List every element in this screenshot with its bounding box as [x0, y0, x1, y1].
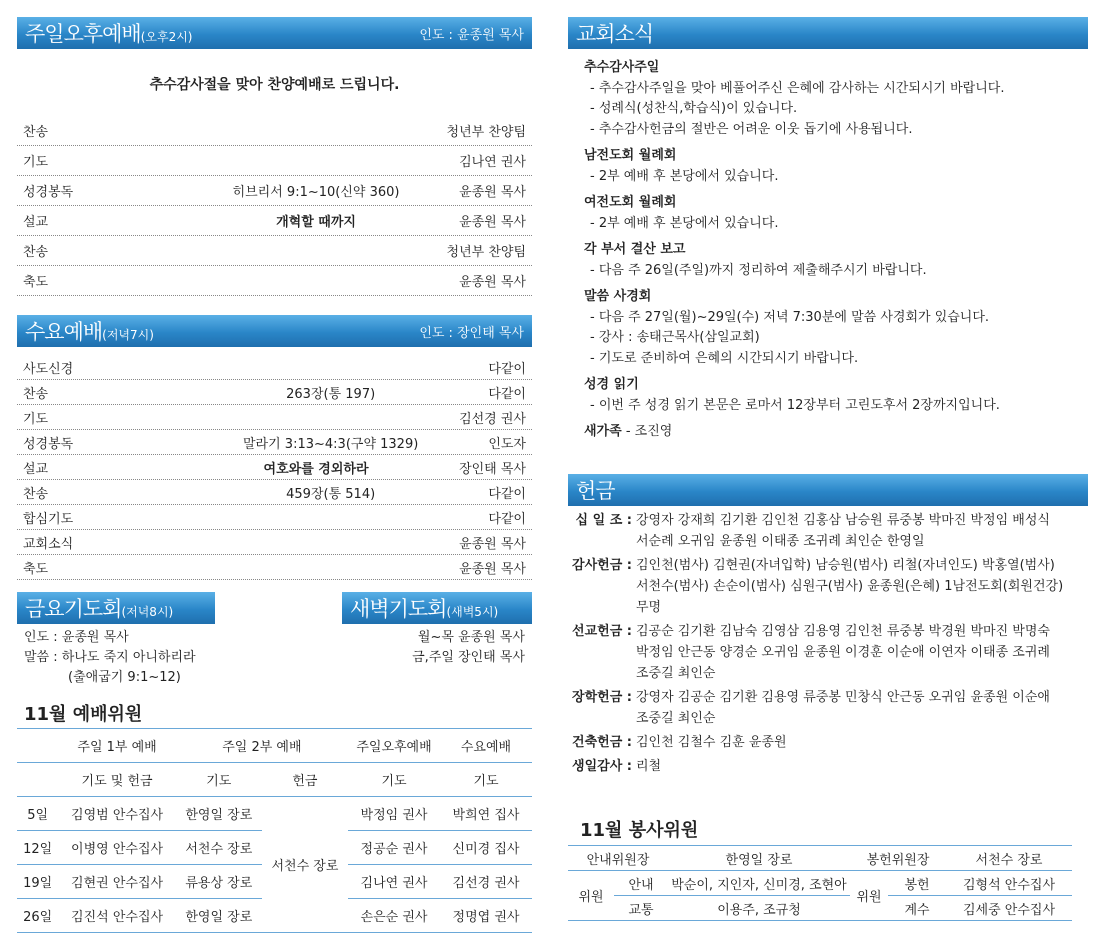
staff-cell: 정공순 권사	[360, 842, 428, 857]
order-row	[17, 176, 532, 206]
order-item: 기도	[23, 411, 49, 427]
order-row	[17, 555, 532, 580]
order-item: 찬송	[23, 386, 49, 402]
offering-list	[568, 510, 1088, 777]
staff-cell: 손은순 권사	[360, 910, 428, 925]
news-item: - 다음 주 26일(주일)까지 정리하여 제출해주시기 바랍니다.	[590, 262, 927, 278]
order-person: 윤종원 목사	[459, 536, 526, 552]
duty-label: 교통	[628, 902, 654, 918]
wednesday-leader: 인도 : 장인태 목사	[419, 325, 524, 341]
order-row	[17, 355, 532, 380]
offering-type: 생일감사 :	[572, 759, 632, 774]
offering-names: 리철	[636, 759, 662, 774]
news-section	[584, 287, 1084, 369]
newcomer	[584, 422, 1084, 443]
news-item: - 2부 예배 후 본당에서 있습니다.	[590, 168, 779, 184]
order-person: 윤종원 목사	[459, 215, 526, 230]
staff-cell: 서천수 장로	[185, 842, 253, 857]
offering-group	[568, 732, 1088, 753]
duty-label: 봉헌	[904, 877, 930, 893]
dawn-header	[342, 592, 532, 624]
offering-names: 조중길 최인순	[636, 711, 716, 726]
news-item: - 이번 주 성경 읽기 본문은 로마서 12장부터 고린도후서 2장까지입니다.	[590, 397, 1000, 413]
news-heading: 남전도회 월례회	[584, 148, 677, 163]
duty-label: 계수	[904, 902, 930, 918]
service-staff-table	[568, 845, 1072, 921]
offering-names: 무명	[636, 600, 662, 615]
staff-cell: 한영일 장로	[185, 910, 253, 925]
offering-names: 서천수(범사) 손순이(범사) 심원구(범사) 윤종원(은혜) 1남전도회(회원건강)	[636, 579, 1064, 594]
offering-type: 건축헌금 :	[572, 735, 632, 750]
order-item: 축도	[23, 275, 49, 290]
news-heading: 각 부서 결산 보고	[584, 242, 686, 257]
offering-group	[568, 687, 1088, 729]
newcomer-label: 새가족	[584, 424, 622, 439]
table-header: 기도	[381, 774, 407, 789]
order-item: 찬송	[23, 486, 49, 502]
order-item: 축도	[23, 561, 49, 577]
friday-sermon: 말씀 : 하나도 죽지 아니하리라	[24, 650, 196, 665]
offering-type: 십 일 조 :	[575, 513, 632, 528]
offertory-chief: 서천수 장로	[975, 852, 1043, 868]
worship-staff-title: 11월 예배위원	[24, 704, 143, 725]
duty-staff: 김형석 안수집사	[962, 877, 1056, 893]
offering-group	[568, 555, 1088, 618]
order-row	[17, 405, 532, 430]
table-header: 기도	[206, 774, 232, 789]
order-person: 장인태 목사	[459, 461, 526, 477]
staff-cell: 김현권 안수집사	[71, 876, 164, 891]
order-row	[17, 480, 532, 505]
dawn-time: (새벽5시)	[446, 605, 499, 619]
order-item: 설교	[23, 461, 49, 477]
staff-cell: 김나연 권사	[360, 876, 428, 891]
order-person: 다같이	[488, 361, 526, 377]
dawn-title: 새벽기도회	[350, 597, 447, 621]
sunday-pm-intro: 추수감사절을 맞아 찬양예배로 드립니다.	[149, 77, 400, 93]
order-detail: 히브리서 9:1~10(신약 360)	[232, 185, 400, 200]
offering-type: 장학헌금 :	[572, 690, 632, 705]
offering-names: 박정임 안근동 양경순 오귀임 윤종원 이경훈 이순애 이연자 이태종 조귀례	[636, 645, 1050, 660]
table-header: 헌금	[292, 774, 318, 789]
news-section	[584, 193, 1084, 234]
duty-staff: 박순이, 지인자, 신미경, 조현아	[671, 877, 847, 893]
wednesday-time: (저녁7시)	[102, 328, 154, 342]
staff-cell: 정명엽 권사	[452, 910, 520, 925]
news-item: - 다음 주 27일(월)~29일(수) 저녁 7:30분에 말씀 사경회가 있습니다.	[590, 309, 990, 325]
order-person: 다같이	[488, 386, 526, 402]
staff-cell: 한영일 장로	[185, 808, 253, 823]
news-section	[584, 146, 1084, 187]
order-person: 다같이	[488, 486, 526, 502]
offering-names: 강영자 김공순 김기환 김용영 류중봉 민창식 안근동 오귀임 윤종원 이순애	[636, 690, 1050, 705]
order-item: 합심기도	[23, 511, 74, 527]
table-header: 기도	[473, 774, 499, 789]
usher-chief: 한영일 장로	[725, 852, 793, 868]
friday-title: 금요기도회	[25, 597, 122, 621]
news-section	[584, 240, 1084, 281]
usher-chief-label: 안내위원장	[586, 852, 650, 868]
order-row	[17, 146, 532, 176]
sermon-title: 개혁할 때까지	[276, 215, 356, 230]
order-row	[17, 505, 532, 530]
order-item: 찬송	[23, 125, 49, 140]
offering-type: 선교헌금 :	[572, 624, 632, 639]
news-header	[568, 17, 1088, 49]
news-item: - 추수감사헌금의 절반은 어려운 이웃 돕기에 사용됩니다.	[590, 121, 913, 137]
offering-names: 조중길 최인순	[636, 666, 716, 681]
staff-cell: 김진석 안수집사	[71, 910, 164, 925]
order-row	[17, 530, 532, 555]
order-row	[17, 206, 532, 236]
member-label: 위원	[850, 871, 888, 921]
order-row	[17, 430, 532, 455]
order-item: 교회소식	[23, 536, 74, 552]
friday-info	[24, 628, 196, 688]
service-staff-title: 11월 봉사위원	[580, 820, 699, 841]
order-item: 기도	[23, 155, 49, 170]
staff-cell: 김선경 권사	[452, 876, 520, 891]
week-date: 5일	[27, 808, 49, 823]
offering-names: 김인천 김철수 김훈 윤종원	[636, 735, 787, 750]
friday-leader: 인도 : 윤종원 목사	[24, 630, 129, 645]
order-item: 성경봉독	[23, 436, 74, 452]
order-person: 윤종원 목사	[459, 275, 526, 290]
staff-cell: 박희연 집사	[452, 808, 520, 823]
order-person: 다같이	[488, 511, 526, 527]
table-header: 기도 및 헌금	[81, 774, 153, 789]
offering-names: 김인천(범사) 김현권(자녀입학) 남승원(범사) 리철(자녀인도) 박홍열(범사)	[636, 558, 1055, 573]
offering-staff: 서천수 장로	[262, 797, 348, 933]
staff-cell: 박정임 권사	[360, 808, 428, 823]
sunday-pm-leader: 인도 : 윤종원 목사	[419, 27, 524, 43]
news-heading: 추수감사주일	[584, 60, 660, 75]
staff-cell: 이병영 안수집사	[71, 842, 164, 857]
offering-group	[568, 510, 1088, 552]
staff-cell: 류용상 장로	[185, 876, 253, 891]
sunday-pm-time: (오후2시)	[140, 30, 193, 44]
order-person: 김선경 권사	[459, 411, 526, 427]
news-body	[584, 58, 1084, 443]
order-detail: 263장(통 197)	[286, 386, 376, 402]
order-row	[17, 116, 532, 146]
wednesday-order	[17, 355, 532, 580]
offering-type: 감사헌금 :	[572, 558, 632, 573]
order-row	[17, 266, 532, 296]
sunday-pm-header	[17, 17, 532, 49]
news-heading: 여전도회 월례회	[584, 195, 677, 210]
offertory-chief-label: 봉헌위원장	[866, 852, 930, 868]
duty-staff: 김세중 안수집사	[962, 902, 1056, 918]
worship-staff-table	[17, 728, 532, 933]
news-heading: 성경 읽기	[584, 377, 639, 392]
news-item: - 2부 예배 후 본당에서 있습니다.	[590, 215, 779, 231]
order-item: 성경봉독	[23, 185, 74, 200]
news-heading: 말씀 사경회	[584, 289, 652, 304]
order-person: 청년부 찬양팀	[446, 245, 526, 260]
order-detail: 459장(통 514)	[286, 486, 376, 502]
offering-group	[568, 621, 1088, 684]
member-label: 위원	[568, 871, 614, 921]
offering-header	[568, 474, 1088, 506]
order-row	[17, 236, 532, 266]
duty-label: 안내	[628, 877, 654, 893]
order-detail: 말라기 3:13~4:3(구약 1329)	[243, 436, 419, 452]
table-header: 수요예배	[460, 740, 512, 755]
order-item: 찬송	[23, 245, 49, 260]
offering-group	[568, 756, 1088, 777]
table-header: 주일오후예배	[356, 740, 432, 755]
order-person: 인도자	[488, 436, 526, 452]
offering-names: 서순례 오귀임 윤종원 이태종 조귀례 최인순 한영일	[636, 534, 925, 549]
wednesday-header	[17, 315, 532, 347]
news-item: - 성례식(성찬식,학습식)이 있습니다.	[590, 101, 798, 116]
dawn-leader-weekend: 금,주일 장인태 목사	[412, 650, 525, 665]
order-row	[17, 380, 532, 405]
news-title: 교회소식	[576, 22, 654, 46]
news-item: - 기도로 준비하여 은혜의 시간되시기 바랍니다.	[590, 350, 859, 366]
order-row	[17, 455, 532, 480]
order-person: 윤종원 목사	[459, 185, 526, 200]
sunday-pm-order	[17, 116, 532, 296]
news-item: - 추수감사주일을 맞아 베풀어주신 은혜에 감사하는 시간되시기 바랍니다.	[590, 80, 1005, 96]
order-item: 사도신경	[23, 361, 74, 377]
sermon-title: 여호와를 경외하라	[263, 461, 369, 477]
week-date: 26일	[23, 910, 53, 925]
friday-time: (저녁8시)	[121, 605, 174, 619]
news-section	[584, 375, 1084, 416]
offering-names: 김공순 김기환 김남숙 김영삼 김용영 김인천 류중봉 박경원 박마진 박명숙	[636, 624, 1050, 639]
duty-staff: 이용주, 조규청	[717, 902, 801, 918]
staff-cell: 김영범 안수집사	[71, 808, 164, 823]
offering-title: 헌금	[576, 479, 615, 503]
order-person: 청년부 찬양팀	[446, 125, 526, 140]
sunday-pm-title: 주일오후예배	[25, 22, 141, 46]
week-date: 19일	[23, 876, 53, 891]
order-item: 설교	[23, 215, 49, 230]
dawn-leader-weekday: 월~목 윤종원 목사	[417, 630, 525, 645]
dawn-info	[380, 628, 525, 668]
news-section	[584, 58, 1084, 140]
newcomer-name: - 조진영	[621, 424, 673, 439]
friday-header	[17, 592, 215, 624]
week-date: 12일	[23, 842, 53, 857]
friday-scripture: (출애굽기 9:1~12)	[68, 670, 181, 685]
wednesday-title: 수요예배	[25, 320, 103, 344]
order-person: 김나연 권사	[459, 155, 526, 170]
offering-names: 강영자 강재희 김기환 김인천 김홍삼 남승원 류중봉 박마진 박정임 배성식	[636, 513, 1050, 528]
news-item: - 강사 : 송태근목사(삼일교회)	[590, 330, 760, 345]
table-header: 주일 2부 예배	[222, 740, 302, 755]
table-row	[17, 797, 532, 831]
staff-cell: 신미경 집사	[452, 842, 520, 857]
order-person: 윤종원 목사	[459, 561, 526, 577]
table-header: 주일 1부 예배	[77, 740, 157, 755]
